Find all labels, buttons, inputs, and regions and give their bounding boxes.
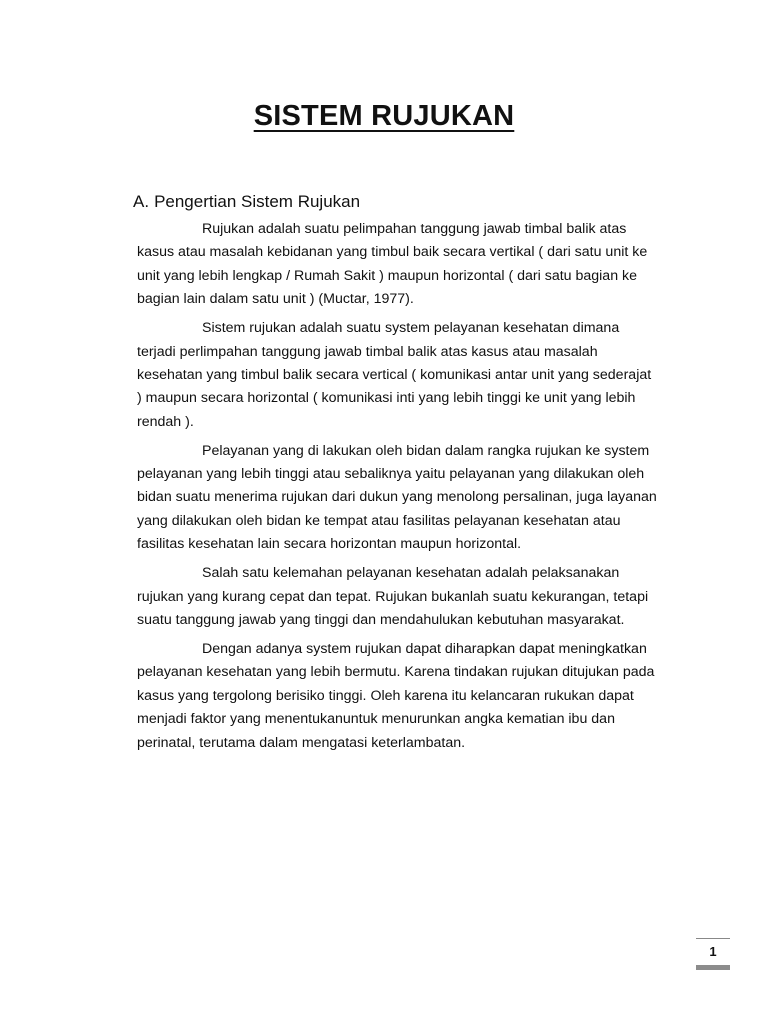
text-line: bagian lain dalam satu unit ) (Muctar, 1977). <box>137 291 414 308</box>
section-number: A. <box>133 192 150 211</box>
text-line: fasilitas kesehatan lain secara horizontan maupun horizontal. <box>137 536 522 553</box>
section-heading <box>133 192 360 212</box>
page-title-text: SISTEM RUJUKAN <box>253 100 515 132</box>
text-line: ) maupun secara horizontal ( komunikasi inti yang lebih tinggi ke unit yang lebih <box>137 390 636 407</box>
text-line: kesehatan yang timbul balik secara vertical ( komunikasi antar unit yang sederajat <box>137 366 652 383</box>
text-line: Dengan adanya system rujukan dapat diharapkan dapat meningkatkan <box>202 640 647 657</box>
text-line: unit yang lebih lengkap / Rumah Sakit ) maupun horizontal ( dari satu bagian ke <box>137 267 638 284</box>
text-line: Sistem rujukan adalah suatu system pelayanan kesehatan dimana <box>202 320 620 337</box>
text-line: rendah ). <box>137 413 194 430</box>
text-line: menjadi faktor yang menentukanuntuk menurunkan angka kematian ibu dan <box>137 711 615 728</box>
body-text <box>137 218 662 760</box>
paragraph <box>137 317 662 434</box>
section-heading-text: Pengertian Sistem Rujukan <box>154 192 361 211</box>
paragraph <box>137 562 662 632</box>
text-line: yang dilakukan oleh bidan ke tempat atau fasilitas pelayanan kesehatan atau <box>137 512 621 529</box>
text-line: terjadi perlimpahan tanggung jawab timbal balik atas kasus atau masalah <box>137 343 598 360</box>
page-number-box <box>696 938 730 970</box>
paragraph <box>137 440 662 557</box>
text-line: rujukan yang kurang cepat dan tepat. Rujukan bukanlah suatu kekurangan, tetapi <box>137 588 649 605</box>
text-line: Rujukan adalah suatu pelimpahan tanggung jawab timbal balik atas <box>202 221 627 237</box>
text-line: bidan suatu menerima rujukan dari dukun yang menolong persalinan, juga layanan <box>137 489 657 506</box>
page-number: 1 <box>709 944 717 959</box>
text-line: Pelayanan yang di lakukan oleh bidan dalam rangka rujukan ke system <box>202 442 650 459</box>
page-title <box>0 100 768 133</box>
paragraph <box>137 638 662 755</box>
text-line: Salah satu kelemahan pelayanan kesehatan adalah pelaksanakan <box>202 565 620 582</box>
paragraph <box>137 218 662 312</box>
text-line: kasus yang tergolong berisiko tinggi. Oleh karena itu kelancaran rukukan dapat <box>137 687 634 704</box>
text-line: suatu tanggung jawab yang tinggi dan mendahulukan kebutuhan masyarakat. <box>137 612 625 628</box>
text-line: kasus atau masalah kebidanan yang timbul baik secara vertikal ( dari satu unit ke <box>137 244 648 261</box>
text-line: pelayanan kesehatan yang lebih bermutu. Karena tindakan rujukan ditujukan pada <box>137 664 655 681</box>
text-line: pelayanan yang lebih tinggi atau sebaliknya yaitu pelayanan yang dilakukan oleh <box>137 466 645 483</box>
text-line: perinatal, terutama dalam mengatasi keterlambatan. <box>137 734 466 751</box>
